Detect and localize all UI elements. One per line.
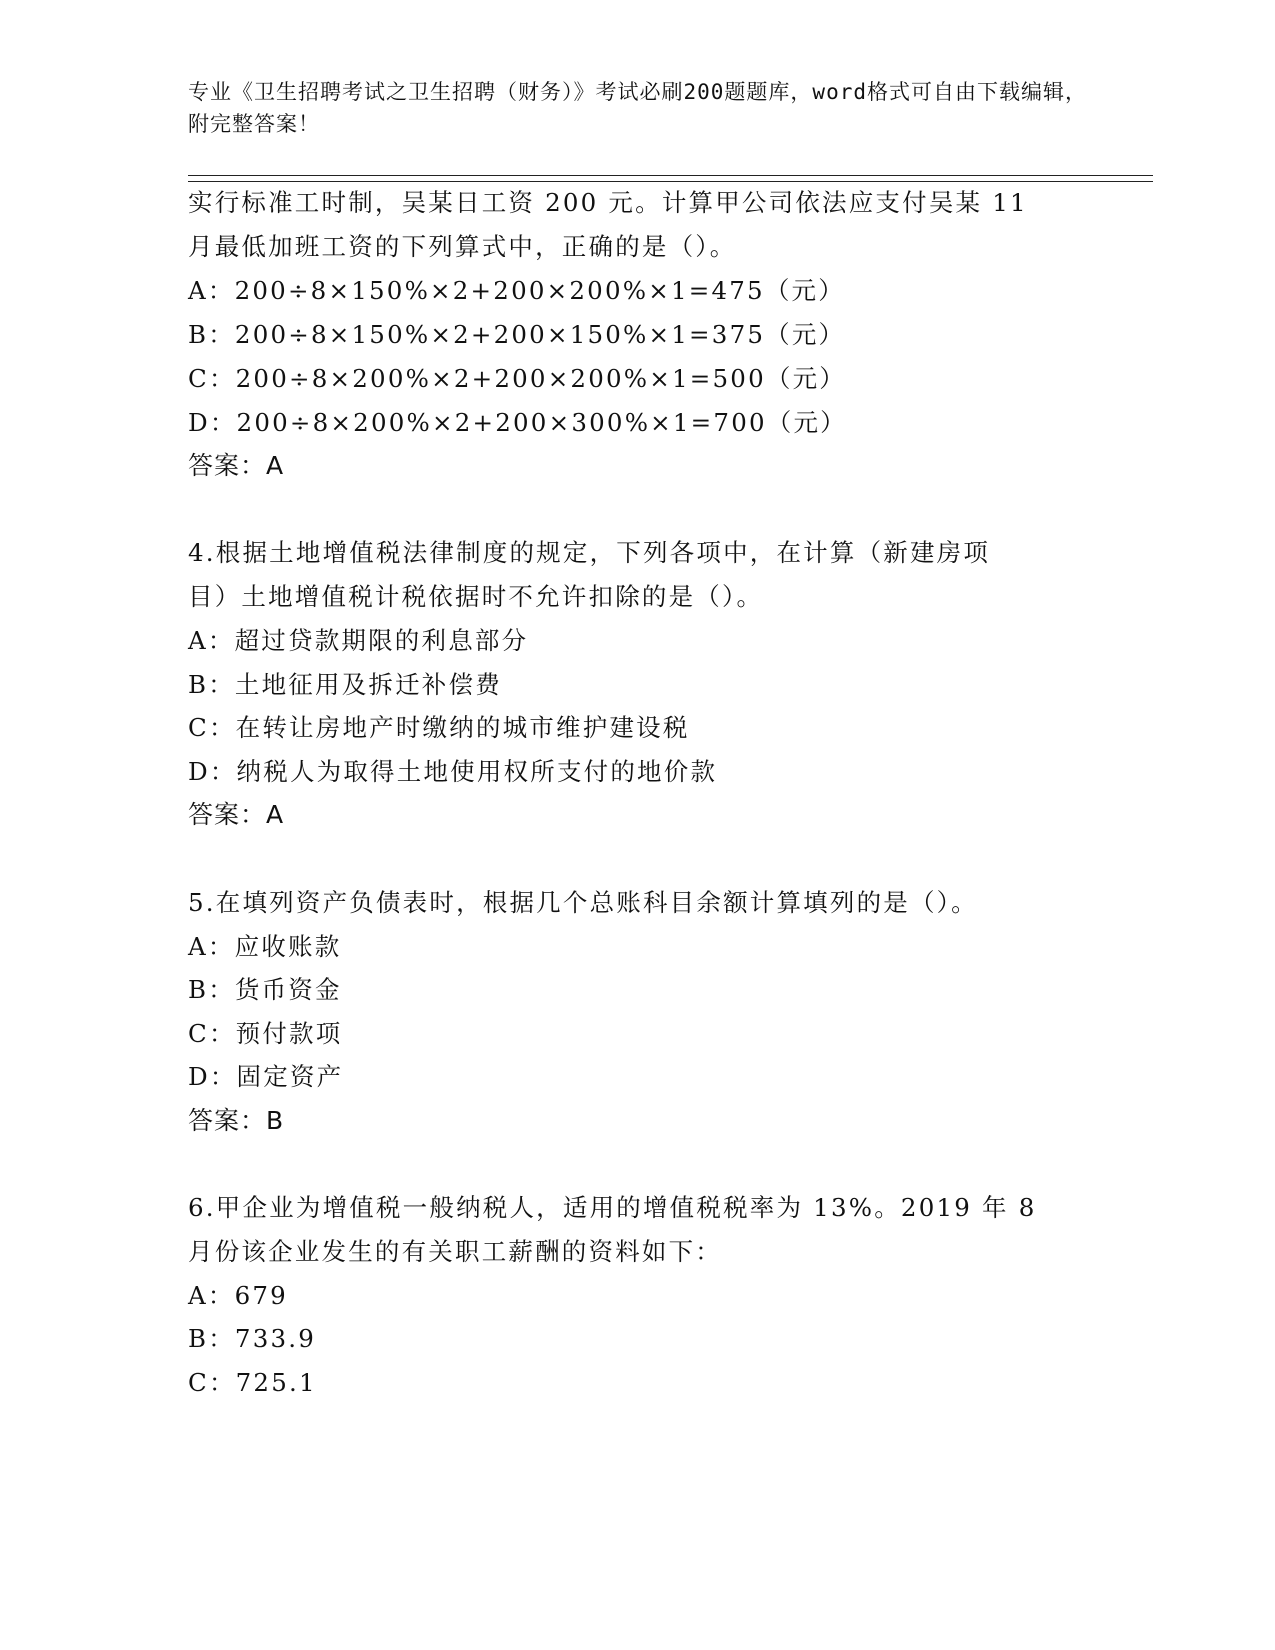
q5-answer: 答案：B	[188, 1106, 285, 1135]
header-divider-bottom	[188, 181, 1153, 182]
q6-option-a: A：679	[188, 1281, 288, 1310]
q4-option-a: A：超过贷款期限的利息部分	[188, 626, 529, 655]
q3-option-d: D：200÷8×200%×2+200×300%×1=700（元）	[188, 408, 847, 437]
q6-option-c: C：725.1	[188, 1368, 317, 1397]
q4-stem-line-1: 4.根据土地增值税法律制度的规定，下列各项中，在计算（新建房项	[188, 538, 991, 567]
q6-option-b: B：733.9	[188, 1324, 317, 1353]
q6-stem-line-1: 6.甲企业为增值税一般纳税人，适用的增值税税率为 13%。2019 年 8	[188, 1193, 1037, 1222]
q3-stem-line-2: 月最低加班工资的下列算式中，正确的是（）。	[188, 232, 737, 261]
q5-option-c: C：预付款项	[188, 1019, 343, 1048]
q3-option-a: A：200÷8×150%×2+200×200%×1=475（元）	[188, 276, 845, 305]
q4-option-b: B：土地征用及拆迁补偿费	[188, 670, 502, 699]
q5-option-d: D：固定资产	[188, 1062, 344, 1091]
q5-stem-line-1: 5.在填列资产负债表时，根据几个总账科目余额计算填列的是（）。	[188, 888, 978, 917]
q6-stem-line-2: 月份该企业发生的有关职工薪酬的资料如下：	[188, 1237, 722, 1266]
q4-answer: 答案：A	[188, 800, 285, 829]
q4-option-c: C：在转让房地产时缴纳的城市维护建设税	[188, 713, 690, 742]
q3-option-c: C：200÷8×200%×2+200×200%×1=500（元）	[188, 364, 846, 393]
q5-option-a: A：应收账款	[188, 932, 342, 961]
q3-answer: 答案：A	[188, 451, 285, 480]
q3-stem-line-1: 实行标准工时制，吴某日工资 200 元。计算甲公司依法应支付吴某 11	[188, 188, 1028, 217]
header-divider-top	[188, 175, 1153, 176]
document-header: 专业《卫生招聘考试之卫生招聘（财务）》考试必刷200题题库，word格式可自由下载编辑，附完整答案！	[188, 80, 1087, 136]
q3-option-b: B：200÷8×150%×2+200×150%×1=375（元）	[188, 320, 846, 349]
q5-option-b: B：货币资金	[188, 975, 342, 1004]
q4-stem-line-2: 目）土地增值税计税依据时不允许扣除的是（）。	[188, 582, 764, 611]
q4-option-d: D：纳税人为取得土地使用权所支付的地价款	[188, 757, 718, 786]
